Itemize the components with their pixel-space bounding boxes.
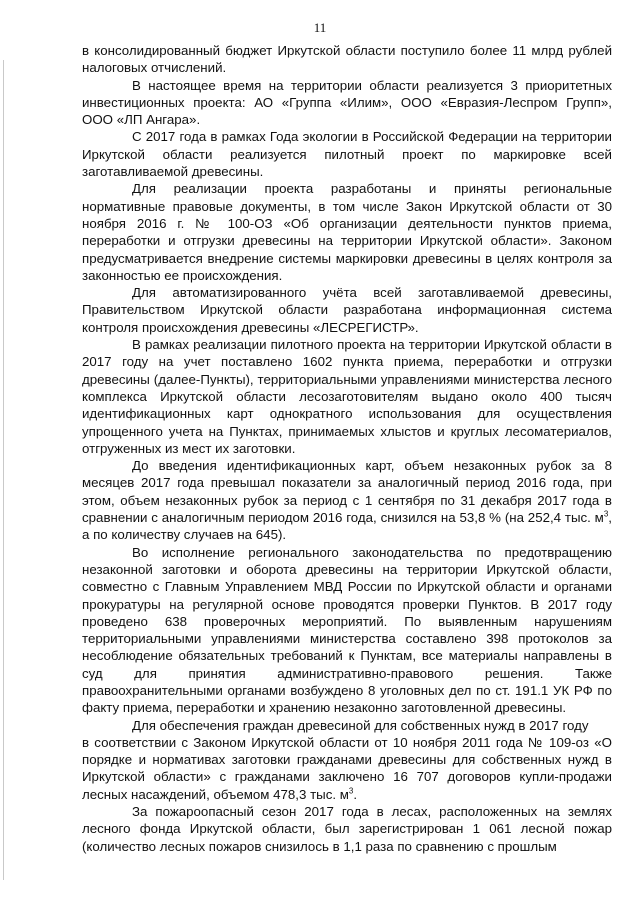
document-body — [82, 42, 612, 855]
scan-edge-mark — [3, 60, 4, 880]
paragraph: Для обеспечения граждан древесиной для собственных нужд в 2017 году — [132, 717, 589, 733]
superscript: 3 — [603, 509, 609, 519]
paragraph: Для автоматизированного учёта всей заготавливаемой древесины, Правительством Иркутской области разработана информационная система контроля происхождения древесины «ЛЕСРЕГИСТР». — [82, 285, 612, 335]
paragraph: С 2017 года в рамках Года экологии в Российской Федерации на территории Иркутской области реализуется пилотный проект по маркировке всей заготавливаемой древесины. — [82, 129, 612, 180]
page-number: 11 — [313, 20, 327, 35]
paragraph: Во исполнение регионального законодательства по предотвращению незаконной заготовки и оборота древесины на территории Иркутской области, совместно с Главным Управлением МВД России по Иркутской области и органами прокуратуры на регулярной основе проводятся проверки Пунктов. В 2017 году проведено 638 проверочных мероприятий. По выявленным нарушениям территориальными управлениями министерства составлено 398 протоколов за несоблюдение обязательных требований к Пунктам, все материалы направлены в суд для принятия административно-правового решения. Также правоохранительными органами возбуждено 8 уголовных дел по ст. 191.1 УК РФ по факту приема, переработки и хранению незаконно заготовленной древесины. — [82, 544, 612, 716]
paragraph: В настоящее время на территории области реализуется 3 приоритетных инвестиционных проекта: АО «Группа «Илим», ООО «Евразия-Леспром Групп», ООО «ЛП Ангара». — [82, 77, 612, 128]
paragraph-text: в соответствии с Законом Иркутской области от 10 ноября 2011 года № 109-оз «О порядке и нормативах заготовки гражданами древесины для собственных нужд в Иркутской области» с гражданами заключено 16 707 договоров купли-продажи лесных насаждений, объемом 478,3 тыс. м — [82, 734, 612, 802]
paragraph: В рамках реализации пилотного проекта на территории Иркутской области в 2017 году на учет поставлено 1602 пункта приема, переработки и отгрузки древесины (далее-Пункты), территориальными управлениями министерства лесного комплекса Иркутской области лесозаготовителям выдано около 400 тысяч идентификационных карт однократного использования для осуществления упрощенного учета на Пунктах, принимаемых хлыстов и круглых лесоматериалов, отгруженных из мест их заготовки. — [82, 337, 612, 456]
paragraph — [82, 457, 612, 543]
superscript: 3 — [348, 786, 354, 796]
paragraph-text: . — [353, 786, 358, 802]
paragraph-text: , а по количеству случаев на 645). — [82, 510, 612, 543]
paragraph — [82, 734, 612, 803]
paragraph-text: До введения идентификационных карт, объем незаконных рубок за 8 месяцев 2017 года превышал показатели за аналогичный период 2016 года, при этом, объем незаконных рубок за период с 1 сентября по 31 декабря 2017 года в сравнении с аналогичным периодом 2016 года, снизился на 53,8 % (на 252,4 тыс. м — [82, 458, 612, 526]
paragraph: в консолидированный бюджет Иркутской области поступило более 11 млрд рублей налоговых отчислений. — [82, 43, 612, 76]
paragraph: За пожароопасный сезон 2017 года в лесах, расположенных на землях лесного фонда Иркутской области, был зарегистрирован 1 061 лесной пожар (количество лесных пожаров снизилось в 1,1 раза по сравнению с прошлым — [82, 804, 612, 854]
paragraph: Для реализации проекта разработаны и приняты региональные нормативные правовые документы, в том числе Закон Иркутской области от 30 ноября 2016 г. № 100-ОЗ «Об организации деятельности пунктов приема, переработки и отгрузки древесины на территории Иркутской области». Законом предусматривается внедрение системы маркировки древесины в целях контроля за законностью ее происхождения. — [82, 181, 612, 283]
